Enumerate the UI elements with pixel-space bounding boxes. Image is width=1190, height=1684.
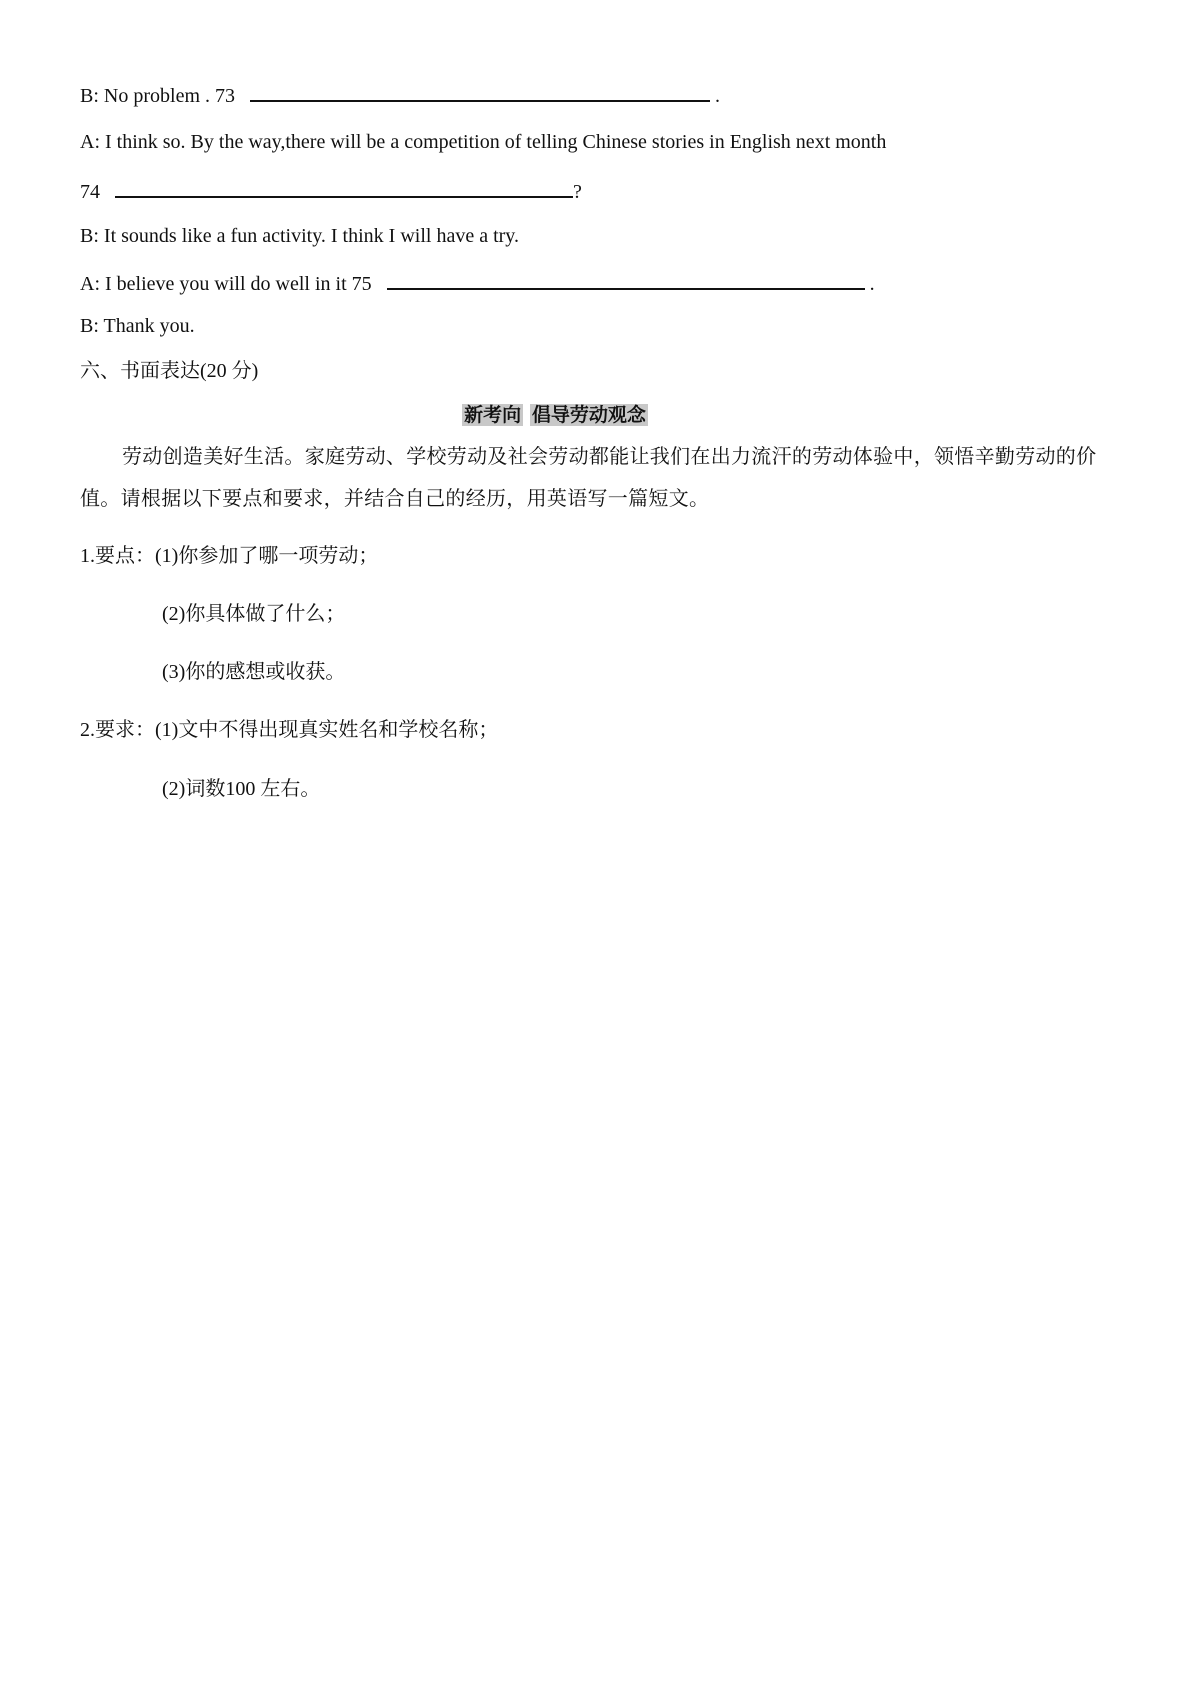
dialogue-line-74 bbox=[80, 176, 582, 206]
points-line-2 bbox=[162, 600, 345, 628]
dialogue-text: It sounds like a fun activity. I think I will have a try. bbox=[103, 225, 519, 247]
topic-tag: 新考向 bbox=[464, 404, 522, 426]
requirements-label: 2.要求： bbox=[80, 719, 155, 741]
dialogue-line-73 bbox=[80, 80, 720, 110]
dialogue-line-75 bbox=[80, 268, 875, 298]
point-item: (3)你的感想或收获。 bbox=[162, 661, 346, 683]
dialogue-text: I think so. By the way,there will be a competition of telling Chinese stories in English next month bbox=[105, 131, 887, 153]
blank-end-punct: . bbox=[869, 273, 875, 295]
points-line-1 bbox=[80, 542, 378, 570]
dialogue-text: Thank you. bbox=[103, 315, 195, 337]
dialogue-line-a1 bbox=[80, 128, 886, 156]
requirements-line-2 bbox=[162, 775, 320, 803]
speaker-label: B: bbox=[80, 225, 99, 247]
intro-paragraph: 劳动创造美好生活。家庭劳动、学校劳动及社会劳动都能让我们在出力流汗的劳动体验中，领悟辛勤劳动的价值。请根据以下要点和要求，并结合自己的经历，用英语写一篇短文。 bbox=[80, 446, 1097, 510]
speaker-label: A: bbox=[80, 273, 100, 295]
question-number: 74 bbox=[80, 181, 100, 203]
speaker-label: B: bbox=[80, 315, 99, 337]
speaker-label: A: bbox=[80, 131, 100, 153]
point-item: (1)你参加了哪一项劳动； bbox=[155, 545, 379, 567]
blank-end-punct: . bbox=[715, 85, 720, 107]
speaker-label: B: bbox=[80, 85, 99, 107]
requirements-line-1 bbox=[80, 716, 498, 744]
requirement-item: (2)词数100 左右。 bbox=[162, 778, 321, 800]
answer-blank-74[interactable] bbox=[115, 176, 573, 198]
points-line-3 bbox=[162, 658, 345, 686]
topic-title: 倡导劳动观念 bbox=[531, 404, 646, 426]
blank-end-punct: ? bbox=[573, 181, 582, 203]
topic-heading bbox=[0, 401, 1110, 429]
answer-blank-73[interactable] bbox=[250, 80, 710, 102]
dialogue-line-b3 bbox=[80, 312, 195, 340]
section-title: 六、书面表达(20 分) bbox=[80, 360, 259, 382]
dialogue-text: No problem . 73 bbox=[103, 85, 235, 107]
answer-blank-75[interactable] bbox=[387, 268, 865, 290]
point-item: (2)你具体做了什么； bbox=[162, 603, 346, 625]
points-label: 1.要点： bbox=[80, 545, 155, 567]
requirement-item: (1)文中不得出现真实姓名和学校名称； bbox=[155, 719, 499, 741]
dialogue-line-b2 bbox=[80, 222, 519, 250]
dialogue-text: I believe you will do well in it 75 bbox=[105, 273, 372, 295]
